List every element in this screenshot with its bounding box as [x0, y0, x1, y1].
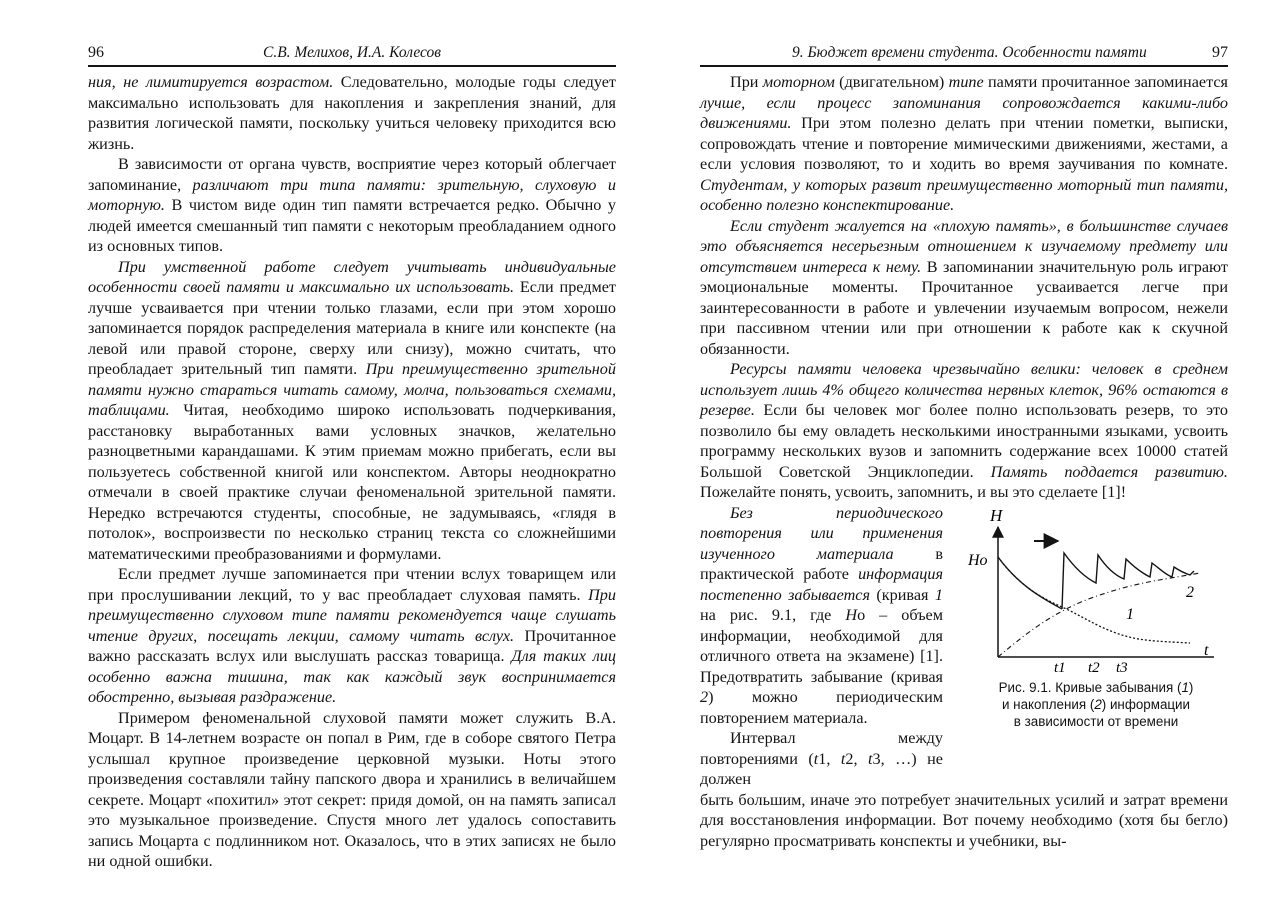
left-body-text	[88, 72, 616, 872]
curve-1-start	[998, 557, 1062, 609]
t2-label: t2	[1088, 659, 1100, 672]
italic-text-run: При преимущественно зрительной памяти нужно стараться читать самому, молча, пользоваться схемами, таблицами.	[88, 360, 616, 419]
right-body-text	[700, 72, 1228, 851]
text-run: о – объем информации, необходимой для отличного ответа на экзамене) [1]. Предотвратить забывание (кривая	[700, 606, 943, 686]
italic-text-run: Ресурсы памяти человека чрезвычайно велики: человек в среднем использует лишь 4% общего количества нервных клеток, 96% остаются в резерве.	[700, 360, 1228, 419]
running-header	[88, 40, 616, 64]
italic-text-run: При преимущественно слуховом типе памяти рекомендуется чаще слушать чтение других, посещать лекции, самому читать вслух.	[88, 585, 616, 645]
caption-text: Рис. 9.1. Кривые забывания (	[998, 680, 1182, 695]
text-run: (кривая	[870, 585, 935, 604]
figure-9-1	[964, 507, 1228, 731]
page-number: 97	[1212, 44, 1228, 61]
text-run: Если бы человек мог более полно использовать резерв, то это позволило бы ему овладеть несколькими иностранными языками, усвоить программу нескольких вузов и запомнить содержание всех 10000 статей Большой Советской Энциклопедии.	[700, 401, 1228, 481]
text-run: (двигательном)	[834, 73, 949, 91]
italic-text-run: ния, не лимитируется возрастом.	[88, 73, 334, 91]
italic-text-run: Без периодического повторения или применения изученного материала	[700, 503, 943, 563]
italic-text-run: Если студент жалуется на «плохую память», в большинстве случаев это объясняется несерьезным отношением к изучаемому предмету или отсутствием интереса к нему.	[700, 216, 1228, 276]
right-page	[700, 0, 1228, 905]
italic-text-run: H	[845, 606, 858, 624]
text-run: ) можно периодическим повторением материала.	[700, 688, 943, 727]
italic-text-run: t	[840, 749, 846, 768]
wrap-text	[700, 503, 943, 790]
text-run: В зависимости от органа чувств, восприятие через который облегчает запоминание,	[88, 155, 616, 194]
italic-text-run: 2	[700, 688, 709, 706]
text-run: 2,	[845, 749, 868, 768]
forgetting-curves-diagram	[964, 507, 1228, 672]
text-run: Следовательно, молодые годы следует максимально использовать для накопления и закрепления знаний, для развития логической памяти, поскольку учиться человеку приходится всю жизнь.	[88, 73, 616, 153]
italic-text-run: Для таких лиц особенно важна тишина, так как каждый звук воспринимается обостренно, вызывая раздражение.	[88, 647, 616, 706]
italic-text-run: различают три типа памяти: зрительную, слуховую и моторную.	[88, 175, 616, 214]
curve-label-2: 2	[1186, 583, 1194, 601]
paragraph	[700, 728, 943, 790]
caption-text: ) информации	[1101, 697, 1191, 712]
paragraph	[700, 503, 943, 729]
text-run: Прочитанное важно рассказать вслух или выслушать рассказ товарища.	[88, 626, 617, 665]
caption-line: в зависимости от времени	[1013, 714, 1179, 729]
italic-text-run: При умственной работе следует учитывать индивидуальные особенности своей памяти и максимально их использовать.	[88, 257, 616, 296]
italic-text-run: типе	[948, 73, 984, 91]
header-rule	[88, 65, 616, 67]
paragraph	[700, 359, 1228, 503]
paragraph	[88, 72, 616, 154]
text-run: При	[730, 73, 763, 91]
caption-text: )	[1188, 680, 1194, 695]
text-run: В запоминании значительную роль играют эмоциональные моменты. Прочитанное усваивается легче при заинтересованности в работе и увлечении изучаемым вопросом, нежели при пассивном чтении или при отношении к работе как к скучной обязанности.	[700, 257, 1228, 358]
caption-line	[964, 696, 1228, 713]
page-number: 96	[88, 44, 104, 61]
text-run: памяти прочитанное запоминается	[983, 73, 1228, 91]
figure-caption	[964, 679, 1228, 730]
italic-text-run: информация постепенно забывается	[700, 565, 943, 604]
caption-text: 1	[1181, 680, 1189, 695]
text-run: на рис. 9.1, где	[700, 606, 846, 624]
x-axis-label: t	[1204, 641, 1209, 659]
text-run: 1,	[818, 749, 841, 768]
text-run: В чистом виде один тип памяти встречается редко. Обычно у людей имеется смешанный тип памяти с некоторым преобладанием одного из основных типов.	[88, 196, 616, 255]
header-chapter-title: 9. Бюджет времени студента. Особенности памяти	[792, 44, 1147, 61]
italic-text-run: Студентам, у которых развит преимущественно моторный тип памяти, особенно полезно конспектирование.	[700, 175, 1228, 214]
text-run: Интервал между повторениями (	[700, 729, 943, 768]
text-run: Если предмет лучше усваивается при чтении только глазами, если при этом хорошо запоминается порядок распределения материала в книге или конспекте (на левой или правой стороне, сверху или снизу), можно считать, что преобладает зрительный тип памяти.	[88, 278, 617, 378]
italic-text-run: лучше, если процесс запоминания сопровождается какими-либо движениями.	[700, 93, 1228, 132]
paragraph	[88, 257, 616, 565]
caption-text: и накопления (	[1001, 697, 1095, 712]
paragraph	[700, 72, 1228, 216]
running-header	[700, 40, 1228, 64]
paragraph	[88, 564, 616, 708]
italic-text-run: t	[867, 749, 873, 768]
header-authors: С.В. Мелихов, И.А. Колесов	[263, 44, 441, 61]
italic-text-run: Память поддается развитию.	[990, 462, 1228, 481]
paragraph	[700, 216, 1228, 360]
caption-line	[964, 679, 1228, 696]
text-run: При этом полезно делать при чтении пометки, выписки, сопровождать чтение и повторение мимическими движениями, жестами, а если условия позволяют, то и ходить во время заучивания по комнате.	[700, 114, 1228, 173]
header-rule	[700, 65, 1228, 67]
y-axis-label: H	[990, 506, 1003, 525]
text-run: Пожелайте понять, усвоить, запомнить, и вы это сделаете [1]!	[700, 483, 1127, 501]
paragraph	[88, 708, 616, 872]
text-run: Читая, необходимо широко использовать подчеркивания, расстановку выработанных вами условных значков, желательно разноцветными карандашами. К этим приемам можно прибегать, если вы пользуетесь собственной книгой или конспектом. Авторы неоднократно отмечали в своей практике случаи феноменальной зрительной памяти. Нередко встречаются студенты, способные, не задумываясь, «глядя в потолок», воспроизвести по несколько страниц текста со сложнейшими математическими преобразованиями и формулами.	[88, 401, 616, 563]
t1-label: t1	[1054, 659, 1066, 672]
italic-text-run: моторном	[762, 73, 835, 91]
paragraph	[700, 790, 1228, 852]
h0-label: Hо	[968, 551, 988, 569]
curve-accumulation	[998, 573, 1200, 657]
text-run: Примером феноменальной слуховой памяти может служить В.А. Моцарт. В 14-летнем возрасте он попал в Рим, где в соборе святого Петра услышал крупное произведение церковной музыки. Ноты этого произведения составляли тайну папского двора и хранились в величайшем секрете. Моцарт «похитил» этот секрет: придя домой, он на память записал это музыкальное произведение. Спустя много лет удалось сопоставить запись Моцарта с подлинником нот. Оказалось, что в этих записях не было ни одной ошибки.	[88, 708, 616, 870]
text-run: быть большим, иначе это потребует значительных усилий и затрат времени для восстановления информации. Вот почему необходимо (хотя бы бегло) регулярно просматривать конспекты и учебники, вы-	[700, 790, 1228, 850]
italic-text-run: t	[813, 749, 819, 768]
text-run: Если предмет лучше запоминается при чтении вслух товарищем или при прослушивании лекций, то у вас преобладает слуховая память.	[88, 565, 616, 604]
curve-label-1: 1	[1126, 605, 1134, 623]
figure-wrap-block	[700, 503, 1228, 790]
text-run: 3, …) не должен	[700, 749, 943, 788]
left-page	[88, 0, 616, 905]
caption-text: 2	[1094, 697, 1102, 712]
paragraph	[88, 154, 616, 257]
t3-label: t3	[1116, 659, 1128, 672]
text-run: в практической работе	[700, 544, 943, 583]
curve-2-repetitions	[1062, 553, 1194, 609]
italic-text-run: 1	[934, 585, 943, 604]
